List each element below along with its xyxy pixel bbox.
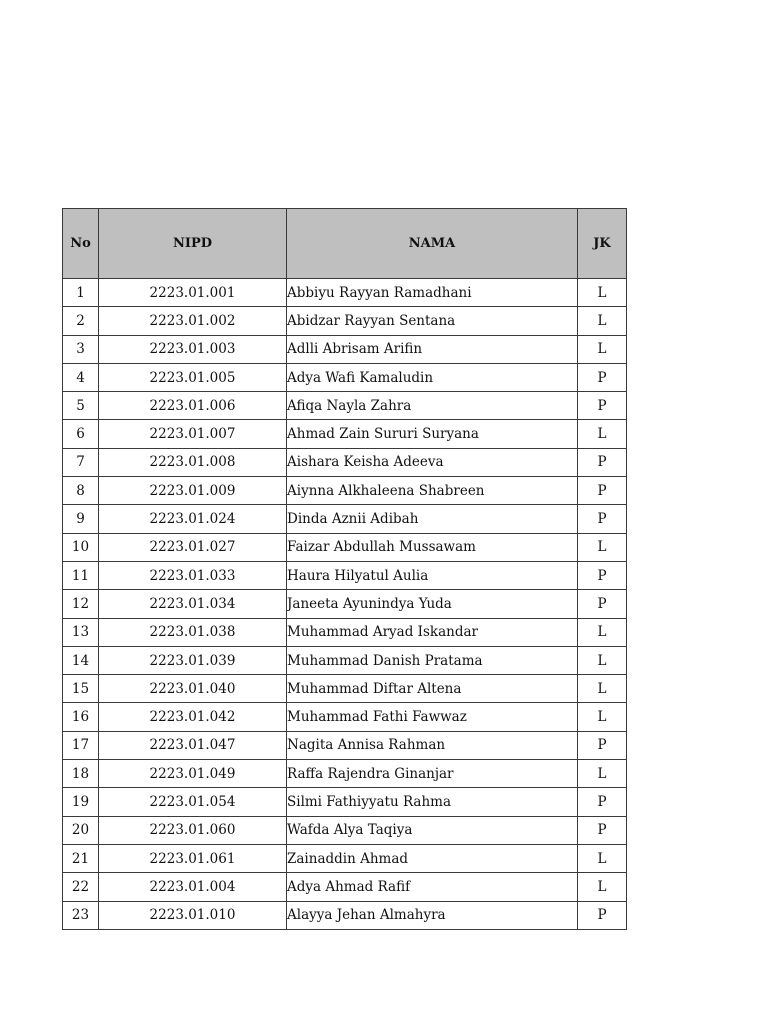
cell-nipd: 2223.01.003 [99, 335, 287, 363]
cell-no: 16 [63, 703, 99, 731]
table-row [63, 363, 627, 391]
table-row [63, 618, 627, 646]
cell-nipd: 2223.01.024 [99, 505, 287, 533]
cell-no: 3 [63, 335, 99, 363]
cell-no: 7 [63, 448, 99, 476]
cell-nama: Wafda Alya Taqiya [287, 816, 578, 844]
cell-nama: Faizar Abdullah Mussawam [287, 533, 578, 561]
cell-nama: Ahmad Zain Sururi Suryana [287, 420, 578, 448]
cell-jk: L [578, 420, 627, 448]
cell-no: 9 [63, 505, 99, 533]
cell-jk: P [578, 505, 627, 533]
cell-no: 5 [63, 392, 99, 420]
cell-jk: P [578, 901, 627, 929]
header-row [63, 209, 627, 279]
cell-no: 18 [63, 760, 99, 788]
cell-nipd: 2223.01.008 [99, 448, 287, 476]
cell-nama: Aishara Keisha Adeeva [287, 448, 578, 476]
cell-nipd: 2223.01.006 [99, 392, 287, 420]
cell-nama: Raffa Rajendra Ginanjar [287, 760, 578, 788]
cell-nama: Muhammad Fathi Fawwaz [287, 703, 578, 731]
cell-jk: L [578, 335, 627, 363]
cell-jk: L [578, 533, 627, 561]
cell-nama: Janeeta Ayunindya Yuda [287, 590, 578, 618]
table-row [63, 307, 627, 335]
cell-jk: P [578, 477, 627, 505]
cell-no: 19 [63, 788, 99, 816]
table-row [63, 646, 627, 674]
cell-nipd: 2223.01.047 [99, 731, 287, 759]
cell-jk: L [578, 646, 627, 674]
header-nama: NAMA [287, 209, 578, 279]
cell-no: 6 [63, 420, 99, 448]
table-row [63, 731, 627, 759]
cell-no: 2 [63, 307, 99, 335]
cell-jk: P [578, 590, 627, 618]
cell-nama: Abidzar Rayyan Sentana [287, 307, 578, 335]
header-no: No [63, 209, 99, 279]
table-row [63, 703, 627, 731]
cell-nama: Haura Hilyatul Aulia [287, 561, 578, 589]
table-row [63, 675, 627, 703]
cell-nama: Aiynna Alkhaleena Shabreen [287, 477, 578, 505]
cell-jk: P [578, 392, 627, 420]
cell-no: 20 [63, 816, 99, 844]
cell-no: 10 [63, 533, 99, 561]
cell-nipd: 2223.01.042 [99, 703, 287, 731]
cell-jk: P [578, 363, 627, 391]
cell-nipd: 2223.01.040 [99, 675, 287, 703]
cell-nipd: 2223.01.001 [99, 279, 287, 307]
table-row [63, 873, 627, 901]
cell-no: 22 [63, 873, 99, 901]
cell-nipd: 2223.01.049 [99, 760, 287, 788]
cell-nama: Zainaddin Ahmad [287, 844, 578, 872]
cell-nipd: 2223.01.054 [99, 788, 287, 816]
cell-jk: L [578, 675, 627, 703]
cell-jk: L [578, 703, 627, 731]
cell-no: 15 [63, 675, 99, 703]
cell-jk: P [578, 816, 627, 844]
cell-nipd: 2223.01.038 [99, 618, 287, 646]
cell-nama: Muhammad Diftar Altena [287, 675, 578, 703]
cell-no: 17 [63, 731, 99, 759]
cell-nipd: 2223.01.007 [99, 420, 287, 448]
table-body [63, 279, 627, 930]
table-row [63, 533, 627, 561]
table-row [63, 420, 627, 448]
cell-jk: P [578, 788, 627, 816]
cell-no: 13 [63, 618, 99, 646]
cell-jk: L [578, 307, 627, 335]
table-header [63, 209, 627, 279]
table-row [63, 844, 627, 872]
cell-nipd: 2223.01.002 [99, 307, 287, 335]
table-row [63, 590, 627, 618]
table-row [63, 816, 627, 844]
cell-jk: P [578, 731, 627, 759]
cell-jk: P [578, 561, 627, 589]
cell-nipd: 2223.01.010 [99, 901, 287, 929]
cell-nama: Adya Wafi Kamaludin [287, 363, 578, 391]
cell-no: 23 [63, 901, 99, 929]
cell-no: 8 [63, 477, 99, 505]
cell-no: 1 [63, 279, 99, 307]
cell-no: 4 [63, 363, 99, 391]
cell-nama: Dinda Aznii Adibah [287, 505, 578, 533]
cell-no: 12 [63, 590, 99, 618]
table-row [63, 279, 627, 307]
header-nipd: NIPD [99, 209, 287, 279]
table-row [63, 788, 627, 816]
cell-nipd: 2223.01.033 [99, 561, 287, 589]
cell-nipd: 2223.01.061 [99, 844, 287, 872]
cell-nipd: 2223.01.034 [99, 590, 287, 618]
cell-jk: L [578, 618, 627, 646]
cell-jk: L [578, 873, 627, 901]
table-row [63, 448, 627, 476]
table-row [63, 505, 627, 533]
cell-nipd: 2223.01.009 [99, 477, 287, 505]
cell-nama: Adya Ahmad Rafif [287, 873, 578, 901]
cell-nama: Adlli Abrisam Arifin [287, 335, 578, 363]
cell-nipd: 2223.01.027 [99, 533, 287, 561]
cell-nama: Muhammad Danish Pratama [287, 646, 578, 674]
cell-nipd: 2223.01.060 [99, 816, 287, 844]
table-row [63, 760, 627, 788]
table-row [63, 561, 627, 589]
cell-no: 14 [63, 646, 99, 674]
cell-nama: Muhammad Aryad Iskandar [287, 618, 578, 646]
cell-jk: L [578, 760, 627, 788]
header-jk: JK [578, 209, 627, 279]
cell-nipd: 2223.01.005 [99, 363, 287, 391]
cell-nama: Afiqa Nayla Zahra [287, 392, 578, 420]
student-table [62, 208, 627, 930]
table-row [63, 901, 627, 929]
table-row [63, 477, 627, 505]
cell-jk: L [578, 279, 627, 307]
cell-no: 11 [63, 561, 99, 589]
table-row [63, 392, 627, 420]
cell-nama: Silmi Fathiyyatu Rahma [287, 788, 578, 816]
cell-jk: L [578, 844, 627, 872]
cell-nama: Nagita Annisa Rahman [287, 731, 578, 759]
table-row [63, 335, 627, 363]
cell-no: 21 [63, 844, 99, 872]
cell-nama: Alayya Jehan Almahyra [287, 901, 578, 929]
cell-nipd: 2223.01.004 [99, 873, 287, 901]
cell-nama: Abbiyu Rayyan Ramadhani [287, 279, 578, 307]
cell-nipd: 2223.01.039 [99, 646, 287, 674]
cell-jk: P [578, 448, 627, 476]
student-list-sheet [62, 208, 626, 930]
